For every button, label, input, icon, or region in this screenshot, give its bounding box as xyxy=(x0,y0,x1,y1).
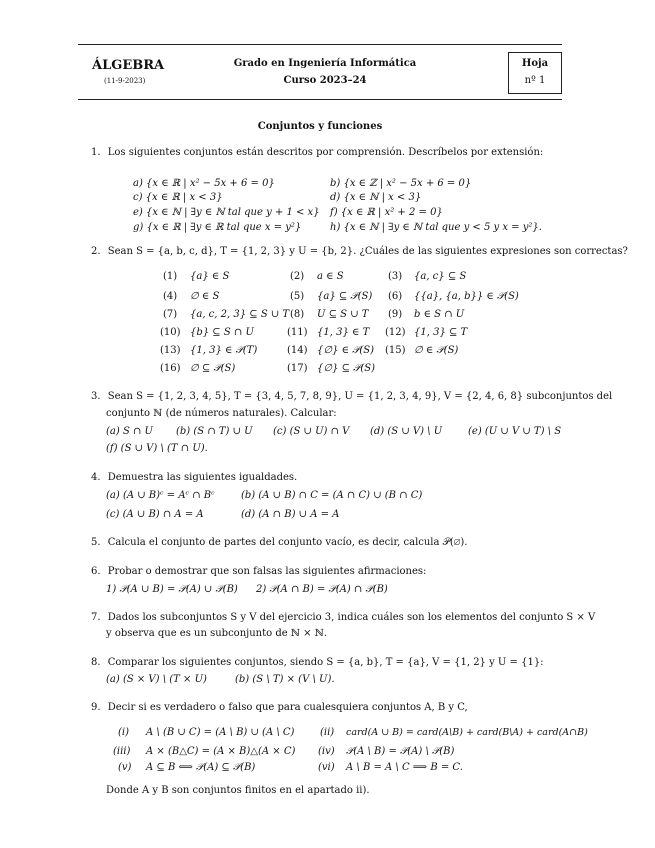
problem-8 xyxy=(91,655,571,671)
p6-item-2: 2) 𝒫(A ∩ B) = 𝒫(A) ∩ 𝒫(B) xyxy=(256,584,388,595)
p6-item-1: 1) 𝒫(A ∪ B) = 𝒫(A) ∪ 𝒫(B) xyxy=(106,584,238,595)
p1-item-h: h) {x ∈ ℕ | ∃y ∈ ℕ tal que y < 5 y x = y²}. xyxy=(330,222,542,233)
p4-item-c: (c) (A ∪ B) ∩ A = A xyxy=(106,509,204,520)
problem-4 xyxy=(91,470,571,486)
p8-item-b: (b) (S \ T) × (V \ U). xyxy=(235,674,335,685)
p2-expr: b ∈ S ∩ U xyxy=(414,309,465,320)
p2-label: (5) xyxy=(290,291,305,302)
p1-item-g: g) {x ∈ ℝ | ∃y ∈ ℝ tal que x = y²} xyxy=(133,222,302,233)
header-bottom-rule xyxy=(78,99,562,100)
p2-expr: {1, 3} ∈ 𝒫(T) xyxy=(190,345,258,356)
problem-number: 2. xyxy=(91,246,101,257)
p9-label-iv: (iv) xyxy=(318,746,335,757)
degree-name: Grado en Ingeniería Informática xyxy=(233,58,417,69)
p9-item-vi: A \ B = A \ C ⟹ B = C. xyxy=(346,762,463,773)
p2-label: (3) xyxy=(388,271,403,282)
p9-item-iv: 𝒫(A \ B) = 𝒫(A) \ 𝒫(B) xyxy=(346,746,455,757)
problem-3 xyxy=(91,389,613,405)
problem-9 xyxy=(91,700,571,716)
problem-6 xyxy=(91,564,571,580)
problem-text: Dados los subconjuntos S y V del ejercicio 3, indica cuáles son los elementos del conjunto S × V xyxy=(107,612,596,623)
p9-label-i: (i) xyxy=(118,727,130,738)
p3-item-e: (e) (U ∪ V ∪ T) \ S xyxy=(468,426,562,437)
p4-item-b: (b) (A ∪ B) ∩ C = (A ∩ C) ∪ (B ∩ C) xyxy=(241,490,423,501)
header-top-rule xyxy=(78,44,562,45)
p2-label: (6) xyxy=(388,291,403,302)
p1-item-d: d) {x ∈ ℕ | x < 3} xyxy=(330,192,422,203)
p2-label: (10) xyxy=(160,327,181,338)
p3-item-a: (a) S ∩ U xyxy=(106,426,153,437)
p3-item-c: (c) (S ∪ U) ∩ V xyxy=(273,426,350,437)
p2-expr: U ⊆ S ∪ T xyxy=(317,309,369,320)
p1-item-c: c) {x ∈ ℝ | x < 3} xyxy=(133,192,223,203)
problem-number: 8. xyxy=(91,657,101,668)
p2-expr: {b} ⊆ S ∩ U xyxy=(190,327,254,338)
p9-label-ii: (ii) xyxy=(320,727,335,738)
p2-expr: {a} ⊆ 𝒫(S) xyxy=(317,291,373,302)
p2-label: (7) xyxy=(163,309,178,320)
p2-expr: {a} ∈ S xyxy=(190,271,230,282)
problem-text: Comparar los siguientes conjuntos, siendo S = {a, b}, T = {a}, V = {1, 2} y U = {1}: xyxy=(107,657,544,668)
p2-expr: {a, c} ⊆ S xyxy=(414,271,467,282)
problem-number: 5. xyxy=(91,537,101,548)
p2-label: (12) xyxy=(385,327,406,338)
problem-number: 7. xyxy=(91,612,101,623)
sheet-number: nº 1 xyxy=(524,75,546,86)
problem-number: 6. xyxy=(91,566,101,577)
p9-item-i: A \ (B ∪ C) = (A \ B) ∪ (A \ C) xyxy=(146,727,295,738)
problem-number: 4. xyxy=(91,472,101,483)
p2-label: (2) xyxy=(290,271,305,282)
p3-line-2: conjunto ℕ (de números naturales). Calcular: xyxy=(106,408,337,419)
p2-label: (4) xyxy=(163,291,178,302)
p9-item-iii: A × (B△C) = (A × B)△(A × C) xyxy=(146,746,296,757)
p2-expr: ∅ ⊆ 𝒫(S) xyxy=(190,363,236,374)
problem-number: 1. xyxy=(91,147,101,158)
p7-line-2: y observa que es un subconjunto de ℕ × ℕ. xyxy=(106,628,328,639)
problem-number: 3. xyxy=(91,391,101,402)
p2-expr: ∅ ∈ S xyxy=(190,291,220,302)
p2-label: (15) xyxy=(385,345,406,356)
p2-label: (1) xyxy=(163,271,178,282)
p2-expr: {1, 3} ∈ T xyxy=(317,327,370,338)
p2-label: (11) xyxy=(287,327,308,338)
problem-text: Sean S = {a, b, c, d}, T = {1, 2, 3} y U = {b, 2}. ¿Cuáles de las siguientes expresiones son correctas? xyxy=(107,246,628,257)
p2-expr: ∅ ∈ 𝒫(S) xyxy=(414,345,459,356)
p3-item-d: (d) (S ∪ V) \ U xyxy=(370,426,443,437)
p2-expr: {1, 3} ⊆ T xyxy=(414,327,468,338)
p4-item-a: (a) (A ∪ B)ᶜ = Aᶜ ∩ Bᶜ xyxy=(106,490,215,501)
p2-expr: {{a}, {a, b}} ∈ 𝒫(S) xyxy=(414,291,519,302)
problem-text: Sean S = {1, 2, 3, 4, 5}, T = {3, 4, 5, 7, 8, 9}, U = {1, 2, 3, 4, 9}, V = {2, 4, 6, 8} subconjuntos del xyxy=(107,391,613,402)
problem-1 xyxy=(91,145,571,161)
sheet-label: Hoja xyxy=(521,58,549,69)
p3-item-b: (b) (S ∩ T) ∪ U xyxy=(176,426,253,437)
p9-label-iii: (iii) xyxy=(113,746,131,757)
p2-expr: {∅} ⊆ 𝒫(S) xyxy=(317,363,376,374)
p9-label-vi: (vi) xyxy=(318,762,335,773)
exam-date: (11-9-2023) xyxy=(104,77,146,85)
problem-5 xyxy=(91,535,571,551)
p1-item-b: b) {x ∈ ℤ | x² − 5x + 6 = 0} xyxy=(330,178,472,189)
p2-expr: {∅} ∈ 𝒫(S) xyxy=(317,345,375,356)
p3-item-f: (f) (S ∪ V) \ (T ∩ U). xyxy=(106,443,208,454)
problem-text: Demuestra las siguientes igualdades. xyxy=(107,472,298,483)
p2-label: (9) xyxy=(388,309,403,320)
problem-2 xyxy=(91,244,628,260)
p1-item-e: e) {x ∈ ℕ | ∃y ∈ ℕ tal que y + 1 < x} xyxy=(133,207,320,218)
p9-item-ii: card(A ∪ B) = card(A\B) + card(B\A) + card(A∩B) xyxy=(346,727,588,738)
p2-label: (14) xyxy=(287,345,308,356)
p2-label: (13) xyxy=(160,345,181,356)
p8-item-a: (a) (S × V) \ (T × U) xyxy=(106,674,207,685)
subject-title: ÁLGEBRA xyxy=(92,58,165,73)
problem-text: Probar o demostrar que son falsas las siguientes afirmaciones: xyxy=(107,566,427,577)
p1-item-f: f) {x ∈ ℝ | x² + 2 = 0} xyxy=(330,207,443,218)
page-title: Conjuntos y funciones xyxy=(257,121,383,132)
course-name: Curso 2023–24 xyxy=(283,75,367,86)
p4-item-d: (d) (A ∩ B) ∪ A = A xyxy=(241,509,340,520)
p9-note: Donde A y B son conjuntos finitos en el apartado ii). xyxy=(106,785,370,796)
problem-7 xyxy=(91,610,596,626)
p2-expr: a ∈ S xyxy=(317,271,344,282)
problem-number: 9. xyxy=(91,702,101,713)
p2-label: (17) xyxy=(287,363,308,374)
p9-label-v: (v) xyxy=(118,762,132,773)
problem-text: Los siguientes conjuntos están descritos por comprensión. Descríbelos por extensión: xyxy=(107,147,544,158)
p2-label: (8) xyxy=(290,309,305,320)
problem-text: Decir si es verdadero o falso que para cualesquiera conjuntos A, B y C, xyxy=(107,702,468,713)
p2-expr: {a, c, 2, 3} ⊆ S ∪ T xyxy=(190,309,290,320)
problem-text: Calcula el conjunto de partes del conjunto vacío, es decir, calcula 𝒫(∅). xyxy=(107,537,468,548)
p2-label: (16) xyxy=(160,363,181,374)
p1-item-a: a) {x ∈ ℝ | x² − 5x + 6 = 0} xyxy=(133,178,275,189)
p9-item-v: A ⊆ B ⟺ 𝒫(A) ⊆ 𝒫(B) xyxy=(146,762,256,773)
